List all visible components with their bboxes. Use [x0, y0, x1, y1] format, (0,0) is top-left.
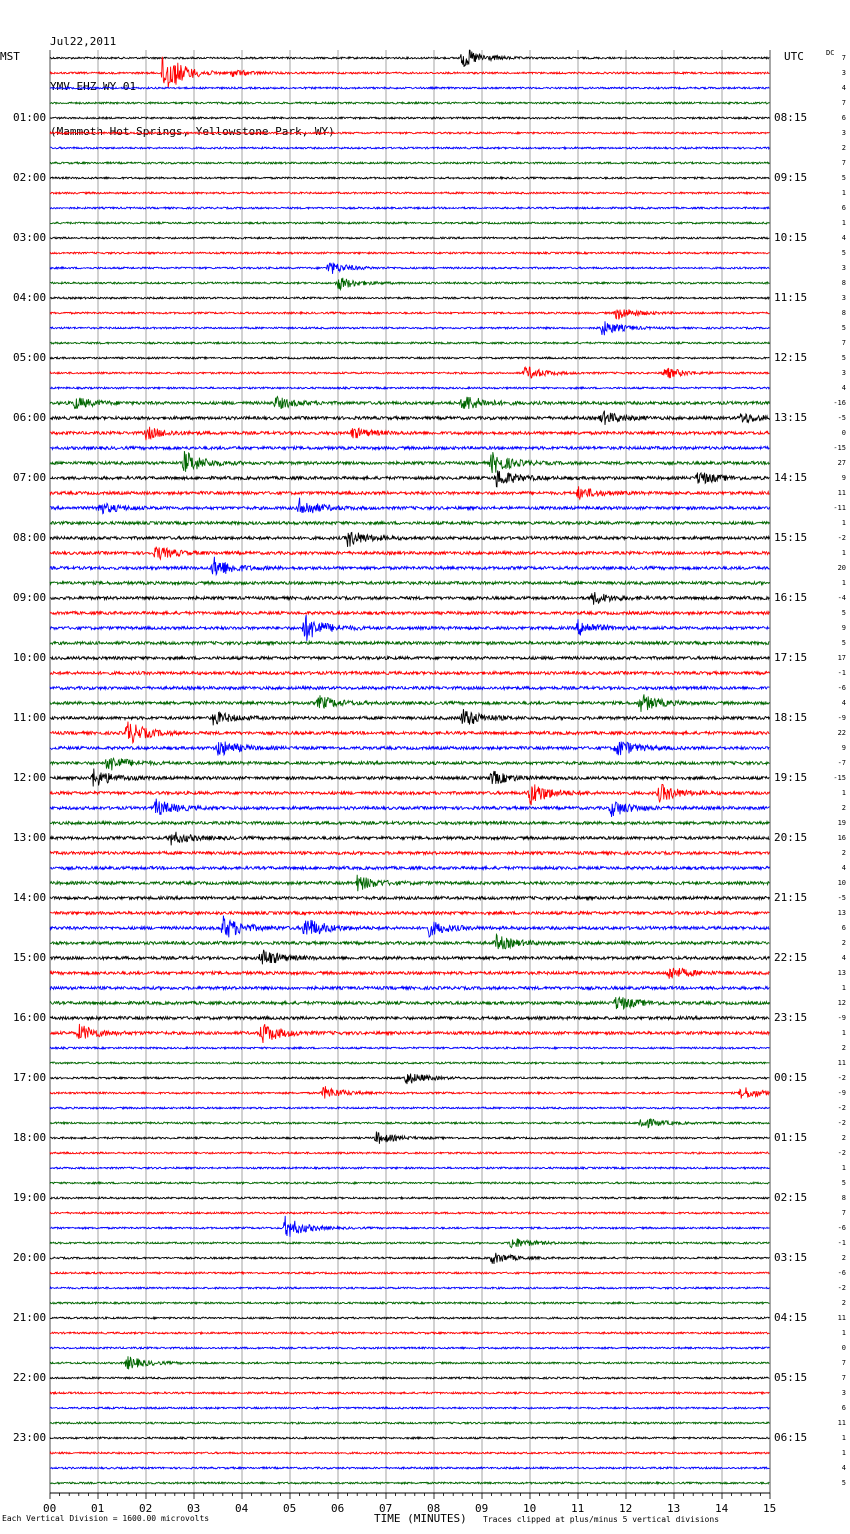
utc-hour-label: 15:15 — [774, 531, 808, 544]
dc-offset-label: 6 — [841, 1404, 846, 1412]
trace-81 — [50, 1272, 769, 1274]
trace-44 — [50, 709, 769, 725]
utc-hour-label: 05:15 — [774, 1371, 808, 1384]
location-label: (Mammoth Hot Springs, Yellowstone Park, WY) — [50, 125, 335, 138]
trace-60 — [50, 950, 769, 965]
dc-offset-label: 12 — [837, 999, 846, 1007]
trace-66 — [50, 1047, 769, 1049]
trace-24 — [50, 411, 769, 425]
dc-offset-label: -1 — [837, 1239, 846, 1247]
dc-offset-label: 4 — [841, 954, 846, 962]
mst-hour-label: 08:00 — [13, 531, 47, 544]
dc-offset-label: 8 — [841, 279, 846, 287]
utc-hour-label: 04:15 — [774, 1311, 808, 1324]
dc-offset-label: 7 — [841, 1374, 846, 1382]
utc-hour-label: 08:15 — [774, 111, 808, 124]
trace-62 — [50, 987, 769, 990]
x-tick-label: 02 — [139, 1502, 153, 1515]
utc-hour-label: 09:15 — [774, 171, 808, 184]
trace-31 — [50, 522, 769, 525]
trace-4 — [50, 117, 769, 119]
dc-offset-label: 22 — [837, 729, 846, 737]
dc-offset-label: -16 — [833, 399, 846, 407]
trace-48 — [50, 769, 769, 787]
trace-92 — [50, 1437, 769, 1439]
dc-offset-label: 20 — [837, 564, 846, 572]
trace-61 — [50, 968, 769, 979]
dc-offset-label: 5 — [841, 639, 846, 647]
trace-65 — [50, 1024, 769, 1043]
dc-offset-label: -7 — [837, 759, 846, 767]
mst-hour-label: 11:00 — [13, 711, 47, 724]
trace-2 — [50, 87, 769, 89]
utc-hour-label: 03:15 — [774, 1251, 808, 1264]
trace-10 — [50, 207, 769, 209]
trace-36 — [50, 592, 769, 605]
mst-hour-label: 15:00 — [13, 951, 47, 964]
trace-71 — [50, 1119, 769, 1128]
mst-hour-label: 12:00 — [13, 771, 47, 784]
trace-58 — [50, 916, 769, 938]
trace-19 — [50, 342, 769, 344]
dc-offset-label: -5 — [837, 894, 846, 902]
trace-32 — [50, 532, 769, 547]
dc-offset-label: 1 — [841, 1029, 846, 1037]
utc-hour-label: 22:15 — [774, 951, 808, 964]
dc-offset-label: 7 — [841, 1209, 846, 1217]
dc-offset-label: -6 — [837, 684, 846, 692]
trace-79 — [50, 1239, 769, 1248]
dc-offset-label: 9 — [841, 474, 846, 482]
trace-70 — [50, 1107, 769, 1109]
dc-offset-label: 1 — [841, 579, 846, 587]
trace-84 — [50, 1317, 769, 1319]
trace-35 — [50, 582, 769, 585]
trace-64 — [50, 1017, 769, 1020]
x-tick-label: 10 — [523, 1502, 537, 1515]
trace-41 — [50, 672, 769, 675]
dc-offset-label: 8 — [841, 309, 846, 317]
dc-offset-label: -11 — [833, 504, 846, 512]
dc-offset-label: 1 — [841, 1329, 846, 1337]
trace-22 — [50, 387, 769, 389]
trace-80 — [50, 1253, 769, 1264]
mst-hour-label: 17:00 — [13, 1071, 47, 1084]
dc-offset-label: 2 — [841, 804, 846, 812]
trace-42 — [50, 687, 769, 690]
utc-hour-label: 19:15 — [774, 771, 808, 784]
dc-offset-label: -5 — [837, 414, 846, 422]
trace-95 — [50, 1482, 769, 1484]
trace-72 — [50, 1132, 769, 1144]
trace-3 — [50, 102, 769, 104]
dc-offset-label: -2 — [837, 1119, 846, 1127]
trace-90 — [50, 1407, 769, 1409]
trace-40 — [50, 657, 769, 660]
trace-78 — [50, 1216, 769, 1237]
dc-offset-label: 16 — [837, 834, 846, 842]
trace-1 — [50, 57, 769, 88]
dc-offset-label: 7 — [841, 339, 846, 347]
trace-5 — [50, 132, 769, 134]
mst-hour-label: 18:00 — [13, 1131, 47, 1144]
dc-offset-label: 6 — [841, 924, 846, 932]
dc-offset-label: 3 — [841, 129, 846, 137]
mst-hour-label: 22:00 — [13, 1371, 47, 1384]
trace-54 — [50, 867, 769, 870]
mst-axis-title: MST — [0, 50, 20, 63]
trace-51 — [50, 822, 769, 825]
trace-0 — [50, 50, 769, 67]
dc-offset-label: 7 — [841, 159, 846, 167]
trace-27 — [50, 451, 769, 473]
trace-14 — [50, 263, 769, 274]
trace-46 — [50, 742, 769, 756]
trace-76 — [50, 1197, 769, 1199]
trace-83 — [50, 1302, 769, 1304]
trace-73 — [50, 1152, 769, 1154]
dc-offset-label: 3 — [841, 369, 846, 377]
x-tick-label: 15 — [763, 1502, 777, 1515]
dc-offset-label: 11 — [837, 489, 846, 497]
date-label: Jul22,2011 — [50, 35, 117, 48]
dc-offset-label: -2 — [837, 534, 846, 542]
mst-hour-label: 21:00 — [13, 1311, 47, 1324]
trace-13 — [50, 252, 769, 254]
dc-offset-label: 1 — [841, 789, 846, 797]
utc-hour-label: 17:15 — [774, 651, 808, 664]
dc-offset-label: 5 — [841, 1479, 846, 1487]
trace-77 — [50, 1212, 769, 1214]
dc-offset-label: 1 — [841, 1164, 846, 1172]
utc-hour-label: 23:15 — [774, 1011, 808, 1024]
trace-52 — [50, 832, 769, 846]
dc-offset-label: 27 — [837, 459, 846, 467]
clip-note: Traces clipped at plus/minus 5 vertical divisions — [483, 1515, 720, 1524]
trace-74 — [50, 1167, 769, 1169]
trace-56 — [50, 897, 769, 900]
mst-hour-label: 20:00 — [13, 1251, 47, 1264]
trace-12 — [50, 237, 769, 239]
dc-offset-label: 2 — [841, 1134, 846, 1142]
mst-hour-label: 02:00 — [13, 171, 47, 184]
trace-57 — [50, 912, 769, 915]
trace-28 — [50, 471, 769, 487]
utc-hour-label: 20:15 — [774, 831, 808, 844]
mst-hour-label: 23:00 — [13, 1431, 47, 1444]
dc-offset-label: -2 — [837, 1149, 846, 1157]
trace-53 — [50, 852, 769, 855]
x-tick-label: 06 — [331, 1502, 345, 1515]
trace-16 — [50, 297, 769, 299]
utc-hour-label: 00:15 — [774, 1071, 808, 1084]
x-tick-label: 04 — [235, 1502, 249, 1515]
dc-offset-label: -15 — [833, 444, 846, 452]
x-tick-label: 12 — [619, 1502, 633, 1515]
trace-37 — [50, 612, 769, 615]
trace-18 — [50, 321, 769, 335]
mst-hour-label: 13:00 — [13, 831, 47, 844]
utc-hour-label: 16:15 — [774, 591, 808, 604]
dc-offset-label: 13 — [837, 909, 846, 917]
dc-offset-label: 7 — [841, 1359, 846, 1367]
trace-43 — [50, 694, 769, 711]
dc-offset-label: -9 — [837, 1014, 846, 1022]
dc-offset-label: 2 — [841, 144, 846, 152]
trace-47 — [50, 758, 769, 770]
trace-17 — [50, 309, 769, 319]
x-tick-label: 14 — [715, 1502, 729, 1515]
station-label: YMV EHZ WY 01 — [50, 80, 137, 93]
x-tick-label: 03 — [187, 1502, 201, 1515]
utc-hour-label: 02:15 — [774, 1191, 808, 1204]
mst-hour-label: 04:00 — [13, 291, 47, 304]
dc-offset-label: -2 — [837, 1074, 846, 1082]
dc-column-title: DC — [826, 49, 835, 57]
trace-50 — [50, 799, 769, 817]
dc-offset-label: 1 — [841, 984, 846, 992]
dc-offset-label: 5 — [841, 354, 846, 362]
trace-29 — [50, 486, 769, 499]
utc-hour-label: 01:15 — [774, 1131, 808, 1144]
x-tick-label: 07 — [379, 1502, 393, 1515]
x-tick-label: 13 — [667, 1502, 681, 1515]
dc-offset-label: 4 — [841, 864, 846, 872]
utc-axis-title: UTC — [784, 50, 804, 63]
dc-offset-label: -15 — [833, 774, 846, 782]
dc-offset-label: -9 — [837, 714, 846, 722]
trace-6 — [50, 147, 769, 149]
trace-69 — [50, 1086, 769, 1098]
trace-39 — [50, 642, 769, 645]
utc-hour-label: 06:15 — [774, 1431, 808, 1444]
x-tick-label: 11 — [571, 1502, 585, 1515]
trace-93 — [50, 1452, 769, 1454]
dc-offset-label: -9 — [837, 1089, 846, 1097]
dc-offset-label: -6 — [837, 1269, 846, 1277]
trace-7 — [50, 162, 769, 164]
utc-hour-label: 12:15 — [774, 351, 808, 364]
trace-87 — [50, 1356, 769, 1369]
dc-offset-label: 5 — [841, 1179, 846, 1187]
dc-offset-label: 2 — [841, 849, 846, 857]
trace-59 — [50, 934, 769, 949]
seismic-traces — [50, 50, 769, 1484]
dc-offset-label: 4 — [841, 234, 846, 242]
dc-offset-label: 1 — [841, 189, 846, 197]
mst-hour-label: 09:00 — [13, 591, 47, 604]
dc-offset-label: 4 — [841, 1464, 846, 1472]
x-axis-ticks — [50, 1493, 770, 1499]
dc-offset-label: 4 — [841, 384, 846, 392]
trace-68 — [50, 1074, 769, 1085]
scale-note: Each Vertical Division = 1600.00 microvolts — [2, 1514, 210, 1523]
dc-offset-label: 3 — [841, 69, 846, 77]
dc-offset-label: 1 — [841, 219, 846, 227]
trace-30 — [50, 498, 769, 514]
x-tick-label: 01 — [91, 1502, 105, 1515]
mst-hour-label: 14:00 — [13, 891, 47, 904]
trace-45 — [50, 722, 769, 743]
trace-88 — [50, 1377, 769, 1379]
dc-offset-label: 5 — [841, 609, 846, 617]
dc-offset-label: 7 — [841, 99, 846, 107]
trace-23 — [50, 397, 769, 409]
dc-offset-label: 4 — [841, 84, 846, 92]
trace-63 — [50, 997, 769, 1009]
dc-offset-label: 17 — [837, 654, 846, 662]
dc-offset-label: 6 — [841, 204, 846, 212]
dc-offset-label: 11 — [837, 1059, 846, 1067]
dc-offset-label: 1 — [841, 519, 846, 527]
dc-offset-label: 1 — [841, 1434, 846, 1442]
mst-hour-label: 03:00 — [13, 231, 47, 244]
trace-15 — [50, 278, 769, 290]
dc-offset-label: 2 — [841, 1044, 846, 1052]
dc-offset-label: 5 — [841, 324, 846, 332]
mst-hour-label: 06:00 — [13, 411, 47, 424]
utc-hour-label: 11:15 — [774, 291, 808, 304]
trace-26 — [50, 447, 769, 450]
trace-55 — [50, 875, 769, 891]
trace-86 — [50, 1347, 769, 1349]
trace-20 — [50, 357, 769, 359]
grid-lines — [50, 50, 770, 1493]
dc-offset-label: 7 — [841, 54, 846, 62]
mst-hour-label: 16:00 — [13, 1011, 47, 1024]
x-tick-label: 09 — [475, 1502, 489, 1515]
dc-offset-label: -2 — [837, 1104, 846, 1112]
dc-offset-label: 8 — [841, 1194, 846, 1202]
dc-offset-label: 9 — [841, 744, 846, 752]
utc-hour-label: 21:15 — [774, 891, 808, 904]
dc-offset-label: 0 — [841, 1344, 846, 1352]
trace-25 — [50, 427, 769, 440]
dc-offset-label: 2 — [841, 1299, 846, 1307]
utc-hour-label: 18:15 — [774, 711, 808, 724]
x-tick-label: 05 — [283, 1502, 297, 1515]
dc-offset-label: 19 — [837, 819, 846, 827]
trace-34 — [50, 557, 769, 575]
utc-hour-label: 10:15 — [774, 231, 808, 244]
dc-offset-label: 2 — [841, 1254, 846, 1262]
x-tick-label: 00 — [43, 1502, 57, 1515]
dc-offset-label: 3 — [841, 294, 846, 302]
dc-offset-label: 11 — [837, 1419, 846, 1427]
trace-67 — [50, 1062, 769, 1064]
dc-offset-label: -4 — [837, 594, 846, 602]
trace-9 — [50, 192, 769, 194]
dc-offset-label: 1 — [841, 1449, 846, 1457]
dc-offset-label: 2 — [841, 939, 846, 947]
dc-offset-label: 9 — [841, 624, 846, 632]
mst-hour-label: 01:00 — [13, 111, 47, 124]
dc-offset-label: 6 — [841, 114, 846, 122]
mst-hour-label: 05:00 — [13, 351, 47, 364]
trace-8 — [50, 177, 769, 179]
mst-hour-label: 10:00 — [13, 651, 47, 664]
dc-offset-label: -6 — [837, 1224, 846, 1232]
trace-49 — [50, 784, 769, 805]
dc-offset-label: 0 — [841, 429, 846, 437]
dc-offset-label: 13 — [837, 969, 846, 977]
mst-hour-label: 07:00 — [13, 471, 47, 484]
dc-offset-label: 3 — [841, 264, 846, 272]
dc-offset-label: 1 — [841, 549, 846, 557]
dc-offset-label: 5 — [841, 249, 846, 257]
utc-hour-label: 13:15 — [774, 411, 808, 424]
dc-offset-label: -1 — [837, 669, 846, 677]
trace-33 — [50, 547, 769, 560]
mst-hour-label: 19:00 — [13, 1191, 47, 1204]
trace-91 — [50, 1422, 769, 1424]
trace-85 — [50, 1332, 769, 1334]
trace-11 — [50, 222, 769, 224]
x-axis-title: TIME (MINUTES) — [374, 1512, 467, 1525]
trace-94 — [50, 1467, 769, 1469]
trace-38 — [50, 615, 769, 641]
dc-offset-label: -2 — [837, 1284, 846, 1292]
dc-offset-label: 10 — [837, 879, 846, 887]
trace-21 — [50, 367, 769, 378]
utc-hour-label: 14:15 — [774, 471, 808, 484]
dc-offset-label: 5 — [841, 174, 846, 182]
dc-offset-label: 11 — [837, 1314, 846, 1322]
dc-offset-label: 4 — [841, 699, 846, 707]
trace-82 — [50, 1287, 769, 1289]
x-tick-label: 08 — [427, 1502, 441, 1515]
trace-89 — [50, 1392, 769, 1394]
trace-75 — [50, 1182, 769, 1184]
dc-offset-label: 3 — [841, 1389, 846, 1397]
